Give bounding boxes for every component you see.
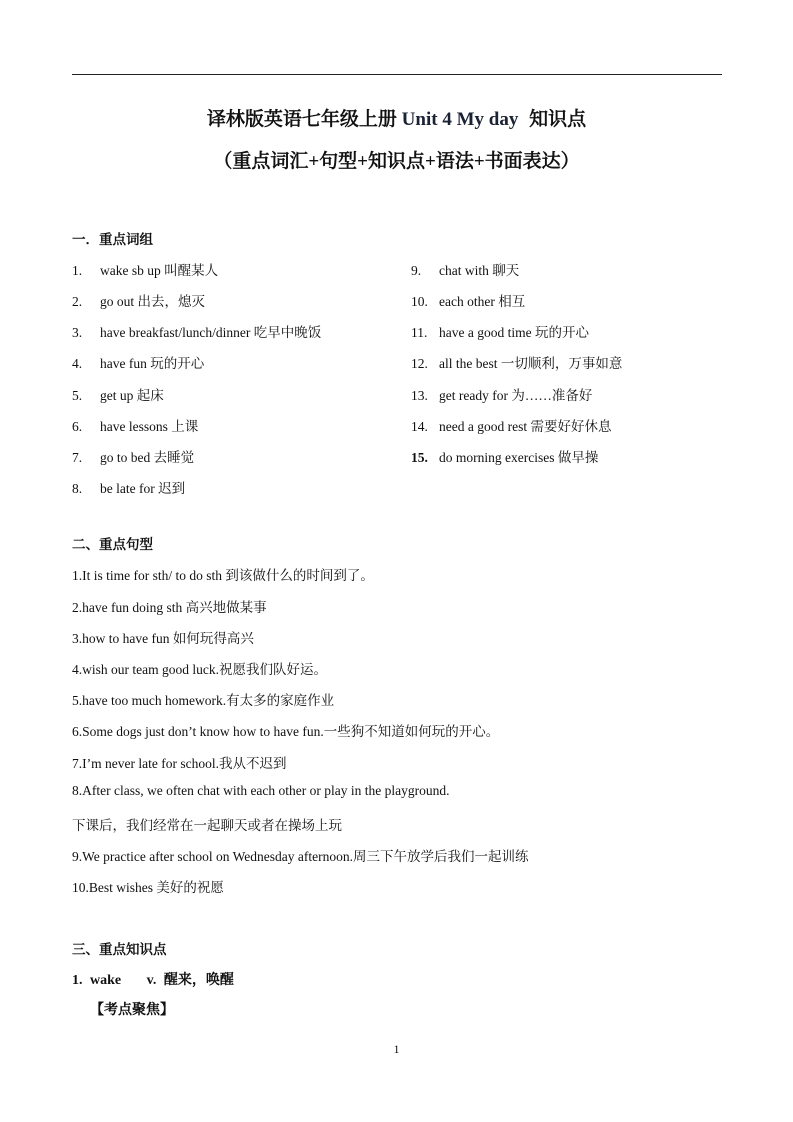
title-en: Unit 4 My day [401,109,519,130]
page-number: 1 [393,1042,400,1056]
sentence-item: 9.We practice after school on Wednesday afternoon.周三下午放学后我们一起训练 [72,849,529,864]
phrase-item: 4. have fun 玩的开心 [72,356,205,371]
section2-heading: 二、重点句型 [72,537,153,553]
exam-focus-label: 【考点聚焦】 [90,1002,174,1018]
section3-heading: 三、重点知识点 [72,942,167,958]
phrase-item: 2. go out 出去，熄灭 [72,294,206,309]
knowledge-point-heading [72,969,234,989]
document-title [0,104,793,131]
point-number: 1. [72,973,83,988]
point-meaning: 醒来，唤醒 [163,972,234,988]
title-cn-prefix: 译林版英语七年级上册 [206,109,397,130]
phrase-item: 6. have lessons 上课 [72,419,199,434]
sentence-item: 1.It is time for sth/ to do sth 到该做什么的时间到了。 [72,568,374,583]
phrase-item: 3. have breakfast/lunch/dinner 吃早中晚饭 [72,325,322,340]
phrase-item: 5. get up 起床 [72,388,164,403]
section1-heading: 一．重点词组 [72,232,153,248]
document-subtitle: （重点词汇+句型+知识点+语法+书面表达） [213,151,580,172]
sentence-item: 10.Best wishes 美好的祝愿 [72,880,224,895]
phrase-item: 1. wake sb up 叫醒某人 [72,263,219,278]
phrase-item: 8. be late for 迟到 [72,481,186,496]
phrase-item: 14. need a good rest 需要好好休息 [411,419,612,434]
phrase-item: 9. chat with 聊天 [411,263,520,278]
point-word: wake [90,973,122,988]
phrase-item: 15. do morning exercises 做早操 [411,450,599,465]
sentence-item: 8.After class, we often chat with each other or play in the playground. [72,783,450,798]
sentence-item: 6.Some dogs just don’t know how to have fun.一些狗不知道如何玩的开心。 [72,724,500,739]
sentence-item: 5.have too much homework.有太多的家庭作业 [72,693,335,708]
sentence-item: 3.how to have fun 如何玩得高兴 [72,631,254,646]
phrase-item: 12. all the best 一切顺利，万事如意 [411,356,623,371]
sentence-item: 7.I’m never late for school.我从不迟到 [72,756,287,771]
header-rule [72,74,722,75]
phrase-item: 13. get ready for 为……准备好 [411,388,593,403]
phrase-item: 10. each other 相互 [411,294,526,309]
sentence-item: 2.have fun doing sth 高兴地做某事 [72,600,267,615]
sentence-translation: 下课后，我们经常在一起聊天或者在操场上玩 [72,818,342,833]
phrase-item: 7. go to bed 去睡觉 [72,450,195,465]
phrase-item: 11. have a good time 玩的开心 [411,325,589,340]
point-pos: v. [146,973,157,988]
title-cn-suffix: 知识点 [529,109,587,130]
sentence-item: 4.wish our team good luck.祝愿我们队好运。 [72,662,327,677]
